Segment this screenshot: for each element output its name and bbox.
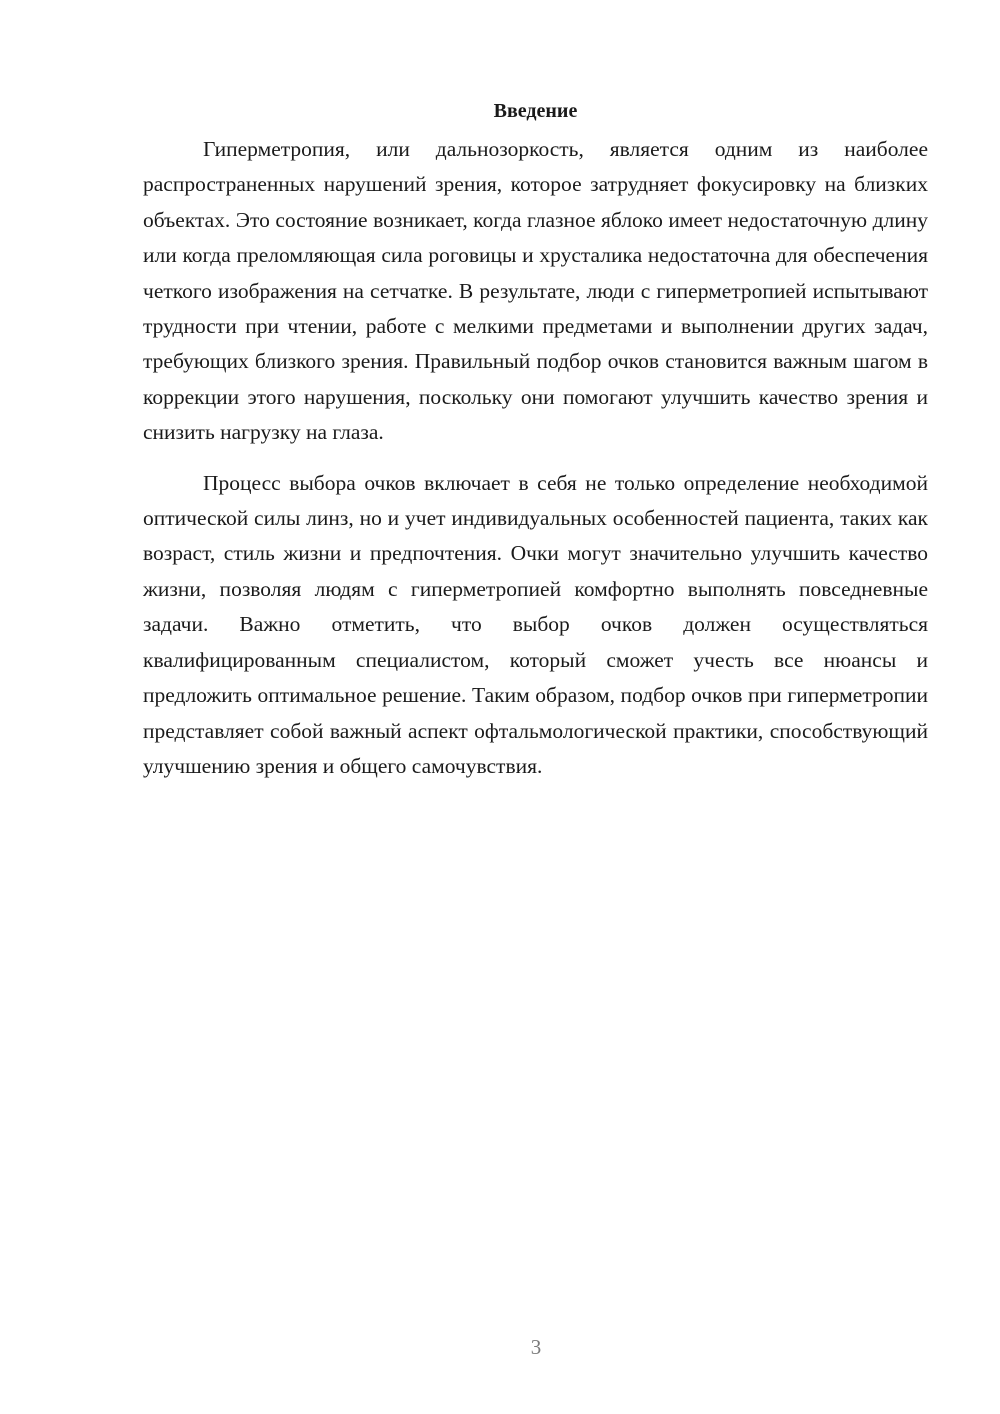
section-title: Введение <box>493 100 578 122</box>
paragraph-2: Процесс выбора очков включает в себя не только определение необходимой оптической силы линз, но и учет индивидуальных особенностей пациента, таких как возраст, стиль жизни и предпочтения. Очки могут значительно улучшить качество жизни, позволяя людям с гиперметропией комфортно выполнять повседневные задачи. Важно отметить, что выбор очков должен осуществляться квалифицированным специалистом, который сможет учесть все нюансы и предложить оптимальное решение. Таким образом, подбор очков при гиперметропии представляет собой важный аспект офтальмологической практики, способствующий улучшению зрения и общего самочувствия. <box>143 470 928 778</box>
page-content <box>143 96 928 784</box>
page-number: 3 <box>530 1335 542 1359</box>
paragraph-1: Гиперметропия, или дальнозоркость, является одним из наиболее распространенных нарушений зрения, которое затрудняет фокусировку на близких объектах. Это состояние возникает, когда глазное яблоко имеет недостаточную длину или когда преломляющая сила роговицы и хрусталика недостаточна для обеспечения четкого изображения на сетчатке. В результате, люди с гиперметропией испытывают трудности при чтении, работе с мелкими предметами и выполнении других задач, требующих близкого зрения. Правильный подбор очков становится важным шагом в коррекции этого нарушения, поскольку они помогают улучшить качество зрения и снизить нагрузку на глаза. <box>143 137 928 445</box>
